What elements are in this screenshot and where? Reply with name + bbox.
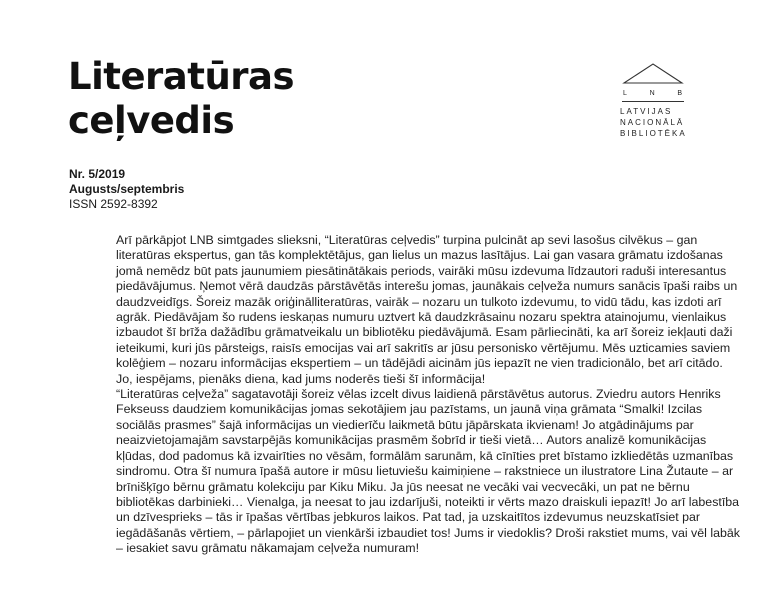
logo-name-line-2: NACIONĀLĀ (620, 118, 685, 127)
lnb-roof-icon (620, 62, 686, 84)
title-line-1: Literatūras (68, 55, 295, 98)
logo-letter-l: L (623, 90, 628, 97)
lnb-logo (620, 62, 704, 139)
logo-name-line-1: LATVIJAS (620, 107, 673, 116)
logo-divider (622, 101, 684, 102)
issn: ISSN 2592-8392 (69, 197, 158, 211)
logo-name (620, 106, 704, 139)
page-title (68, 55, 294, 143)
title-line-2: ceļvedis (68, 99, 235, 142)
logo-letter-n: N (649, 90, 656, 97)
logo-letter-b: B (677, 90, 683, 97)
editorial-text (116, 233, 741, 557)
issue-months: Augusts/septembris (69, 182, 185, 196)
logo-letters (623, 90, 683, 97)
editorial-paragraph-1: Arī pārkāpjot LNB simtgades slieksni, “Literatūras ceļvedis” turpina pulcināt ap sevi lasošus cilvēkus – gan literatūras ekspertus, gan tās komplektētājus, gan lielus un mazus lasītājus. Lai gan vasara grāmatu izdošanas jomā nemēdz būt pats jaunumiem piesātinātākais periods, vairāki mūsu izdevuma līdzautori raduši interesantus piedāvājumus. Ņemot vērā daudzās pārstāvētās interešu jomas, jaunākais ceļveža numurs sanācis īpaši raibs un daudzveidīgs. Šoreiz mazāk oriģinālliteratūras, vairāk – nozaru un tulkoto izdevumu, to vidū tādu, kas izdoti arī agrāk. Piedāvājam šo rudens ieskaņas numuru uztvert kā daudzkrāsainu nozaru spektra atainojumu, vienlaikus izbaudot šī brīža dažādību grāmatveikalu un bibliotēku piedāvājumā. Esam pārliecināti, ka arī šoreiz iekļauti daži ieteikumi, kuri jūs pārsteigs, raisīs emocijas vai arī sakritīs ar jūsu personisko vērtējumu. Mēs uzticamies saviem kolēģiem – nozaru informācijas ekspertiem – un tādējādi aicinām jūs iepazīt ne vien tradicionālo, bet arī citādo. Jo, iespējams, pienāks diena, kad jums noderēs tieši šī informācija! (116, 233, 738, 386)
issue-meta (69, 167, 184, 212)
editorial-paragraph-2: “Literatūras ceļveža” sagatavotāji šoreiz vēlas izcelt divus laidienā pārstāvētus autorus. Zviedru autors Henriks Fekseuss daudziem komunikācijas jomas sekotājiem jau pazīstams, un jaunā viņa grāmata “Smalki! Izcilas sociālās prasmes” šajā informācijas un viedierīču laikmetā būtu jāpārskata ikvienam! Jo atgādinājums par neaizvietojamajām savstarpējās komunikācijas prasmēm šobrīd ir tieši vietā… Autors analizē komunikācijas kļūdas, dod padomus kā izvairīties no vēsām, formālām sarunām, kā cīnīties pret bīstamo izkliedētās uzmanības sindromu. Otra šī numura īpašā autore ir mūsu lietuviešu kaimiņiene – rakstniece un ilustratore Lina Žutaute – ar brīnišķīgo bērnu grāmatu kolekciju par Kiku Miku. Ja jūs neesat ne vecāki vai vecvecāki, un pat ne bērnu bibliotēkas darbinieki… Vienalga, ja neesat to jau izdarījuši, noteikti ir vērts mazo draiskuli iepazīt! Jo arī labestība un dzīvesprieks – tās ir īpašas vērtības jebkuros laikos. Pat tad, ja uzskaitītos izdevumus neuzskatīsiet par iegādāšanās vērtiem, – pārlapojiet un vienkārši izbaudiet tos! Jums ir viedoklis? Droši rakstiet mums, vai vēl labāk – iesakiet savu grāmatu nākamajam ceļveža numuram! (116, 387, 740, 556)
issue-number: Nr. 5/2019 (69, 167, 126, 181)
logo-name-line-3: BIBLIOTĒKA (620, 129, 687, 138)
